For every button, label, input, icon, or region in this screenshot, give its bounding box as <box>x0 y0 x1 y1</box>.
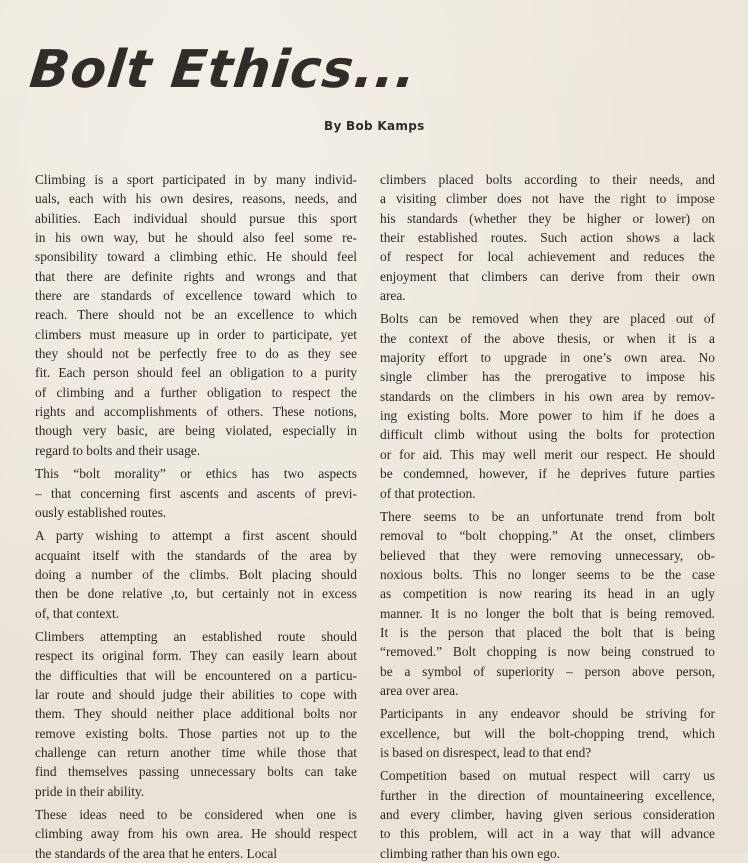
paragraph <box>35 464 357 522</box>
text-line: ously established routes. <box>35 504 167 520</box>
text-line: of climbing and a further obligation to respect the <box>35 384 357 400</box>
text-line: doing a number of the climbs. Bolt placing should <box>35 566 357 582</box>
text-line: There seems to be an unfortunate trend from bolt <box>380 508 715 524</box>
text-line: there are standards of excellence toward which to <box>35 288 357 304</box>
text-line: as competition is now rearing its head in an ugly <box>380 586 715 602</box>
text-line: lar route and should judge their abilities to cope with <box>35 686 357 702</box>
text-line: in his own way, but he should also feel some re- <box>35 230 357 246</box>
text-line: of that protection. <box>380 485 476 501</box>
paragraph <box>380 507 715 700</box>
text-line: removal to “bolt chopping.” At the onset, climbers <box>380 528 715 544</box>
paragraph <box>380 704 715 762</box>
text-line: – that concerning first ascents and ascents of previ- <box>35 485 357 501</box>
text-line: find themselves passing unnecessary bolts can take <box>35 764 357 780</box>
paragraph <box>35 805 357 863</box>
text-line: be a symbol of superiority – person above person, <box>380 663 715 679</box>
text-line: single climber has the prerogative to impose his <box>380 369 715 385</box>
text-line: that there are definite rights and wrongs and that <box>35 268 357 284</box>
text-line: of respect for local achievement and reduces the <box>380 249 715 265</box>
left-text-column <box>35 170 357 863</box>
text-line: noxious bolts. This no longer seems to be the case <box>380 566 715 582</box>
text-line: Climbers attempting an established route should <box>35 628 357 644</box>
text-line: climbing rather than his own ego. <box>380 845 560 861</box>
text-line: ing existing bolts. More power to him if he does a <box>380 408 715 424</box>
text-line: area over area. <box>380 682 459 698</box>
paragraph <box>35 627 357 801</box>
text-line: or for aid. This may well merit our respect. He should <box>380 446 715 462</box>
text-line: sponsibility toward a climbing ethic. He should feel <box>35 249 357 265</box>
text-line: “removed.” Bolt chopping is now being construed to <box>380 644 715 660</box>
text-line: uals, each with his own desires, reasons, needs, and <box>35 191 357 207</box>
text-line: climbers must measure up in order to participate, yet <box>35 326 357 342</box>
text-line: respect its original form. They can easily learn about <box>35 648 357 664</box>
text-line: Competition based on mutual respect will carry us <box>380 768 715 784</box>
text-line: though very basic, are being violated, especially in <box>35 423 357 439</box>
paragraph <box>380 309 715 502</box>
text-line: the standards of the area that he enters. Local <box>35 845 278 861</box>
text-line: fit. Each person should feel an obligation to a purity <box>35 365 357 381</box>
text-line: they should not be perfectly free to do as they see <box>35 346 357 362</box>
text-line: acquaint itself with the standards of the area by <box>35 547 357 563</box>
text-line: is based on disrespect, lead to that end? <box>380 744 592 760</box>
text-line: and every climber, having given serious consideration <box>380 807 715 822</box>
text-line: them. They should neither place additional bolts nor <box>35 706 357 722</box>
text-line: A party wishing to attempt a first ascent should <box>35 528 357 544</box>
text-line: abilities. Each individual should pursue this sport <box>35 210 357 226</box>
paragraph <box>380 170 715 305</box>
text-line: the difficulties that will be encountered on a particu- <box>35 667 357 683</box>
text-line: This “bolt morality” or ethics has two aspects <box>35 466 357 482</box>
text-line: remove existing bolts. Those parties not up to the <box>35 725 357 741</box>
paragraph <box>35 170 357 460</box>
text-line: reach. There should not be an excellence to which <box>35 307 357 323</box>
paragraph <box>380 766 715 863</box>
text-line: excellence, but will the bolt-chopping trend, which <box>380 725 715 741</box>
text-line: challenge can return another time while those that <box>35 744 357 760</box>
text-line: difficult climb without using the bolts for protection <box>380 427 715 443</box>
text-line: pride in their ability. <box>35 783 145 799</box>
text-line: It is the person that placed the bolt that is being <box>380 624 715 640</box>
text-line: These ideas need to be considered when one is <box>35 807 357 822</box>
text-line: climbers placed bolts according to their needs, and <box>380 172 715 187</box>
text-line: area. <box>380 288 406 304</box>
text-line: Climbing is a sport participated in by many individ- <box>35 172 357 187</box>
text-line: regard to bolts and their usage. <box>35 442 201 458</box>
text-line: a visiting climber does not have the right to impose <box>380 191 715 207</box>
text-line: to this problem, will act in a way that will advance <box>380 826 715 842</box>
paragraph <box>35 526 357 623</box>
text-line: be condemned, however, if he deprives future parties <box>380 466 715 482</box>
text-line: Bolts can be removed when they are placed out of <box>380 311 715 327</box>
text-line: their established routes. Such action shows a lack <box>380 230 715 246</box>
text-line: Participants in any endeavor should be striving for <box>380 706 715 722</box>
text-line: believed that they were removing unnecessary, ob- <box>380 547 715 563</box>
right-text-column <box>380 170 715 863</box>
text-line: majority effort to upgrade in one’s own area. No <box>380 350 715 366</box>
article-byline: By Bob Kamps <box>324 119 425 133</box>
text-line: standards on the climbers in his own area by remov- <box>380 388 715 404</box>
text-line: manner. It is no longer the bolt that is being removed. <box>380 605 715 621</box>
text-line: of, that context. <box>35 605 120 621</box>
text-line: enjoyment that climbers can derive from their own <box>380 268 715 284</box>
text-line: the context of the above thesis, or when it is a <box>380 330 715 346</box>
text-line: then be done relative ,to, but certainly not in excess <box>35 586 357 602</box>
text-line: rights and accomplishments of others. These notions, <box>35 404 357 420</box>
article-title: Bolt Ethics... <box>26 40 420 100</box>
text-line: climbing away from his own area. He should respect <box>35 826 357 842</box>
text-line: his standards (whether they be higher or lower) on <box>380 210 715 226</box>
text-line: further in the direction of mountaineering excellence, <box>380 787 715 803</box>
